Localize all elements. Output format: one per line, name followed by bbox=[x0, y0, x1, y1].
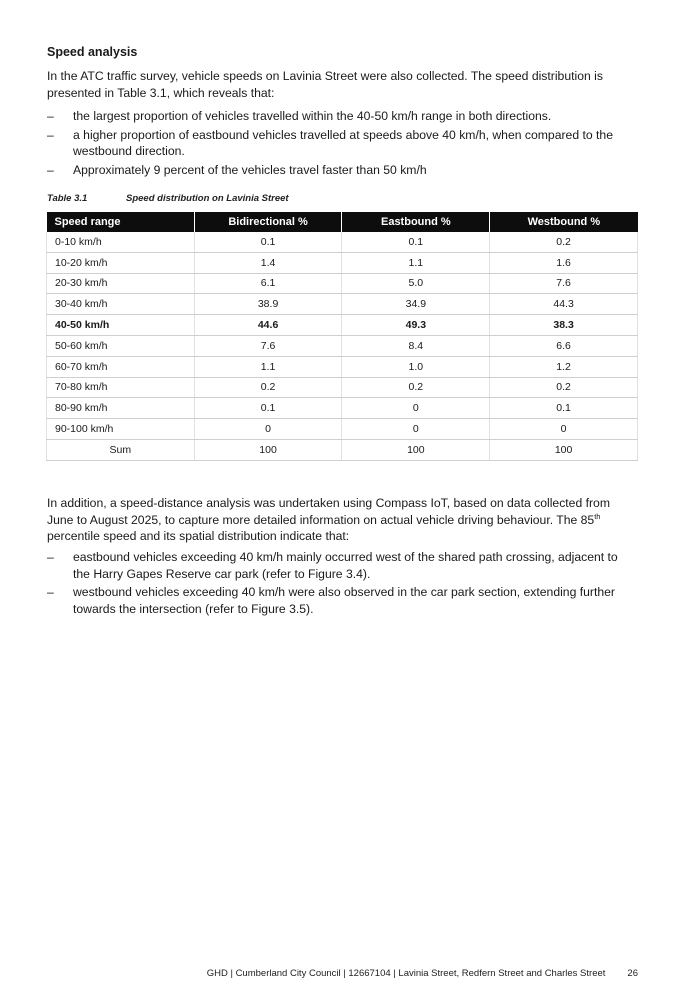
intro-paragraph: In the ATC traffic survey, vehicle speeds on Lavinia Street were also collected. The speed distribution is presented in Table 3.1, which reveals that: bbox=[47, 69, 603, 100]
table-caption bbox=[47, 193, 289, 204]
table-row: 10-20 km/h 1.4 1.1 1.6 bbox=[47, 252, 638, 273]
table-row: 70-80 km/h 0.2 0.2 0.2 bbox=[47, 377, 638, 398]
table-sum-row: Sum 100 100 100 bbox=[47, 439, 638, 460]
table-row: 50-60 km/h 7.6 8.4 6.6 bbox=[47, 335, 638, 356]
table-caption-title: Speed distribution on Lavinia Street bbox=[126, 193, 289, 204]
speed-distribution-table bbox=[46, 212, 638, 461]
analysis-paragraph: In addition, a speed-distance analysis was undertaken using Compass IoT, based on data collected from June to August 2025, to capture more detailed information on actual vehicle driving behaviour. The 85th percentile speed and its spatial distribution indicate that: bbox=[47, 496, 610, 543]
table-row: 90-100 km/h 0 0 0 bbox=[47, 419, 638, 440]
table-header-row bbox=[47, 212, 638, 232]
list-item: – eastbound vehicles exceeding 40 km/h mainly occurred west of the shared path crossing, adjacent to the Harry Gapes Reserve car park (refer to Figure 3.4). bbox=[47, 550, 618, 581]
list-item: – Approximately 9 percent of the vehicles travel faster than 50 km/h bbox=[47, 162, 427, 177]
dash-marker: – bbox=[47, 585, 54, 599]
table-row: 60-70 km/h 1.1 1.0 1.2 bbox=[47, 356, 638, 377]
page-number: 26 bbox=[627, 968, 638, 979]
table-caption-number: Table 3.1 bbox=[47, 193, 88, 204]
dash-marker: – bbox=[47, 109, 54, 123]
footer-text: GHD | Cumberland City Council | 12667104 | Lavinia Street, Redfern Street and Charles Street bbox=[206, 968, 606, 979]
list-item: – westbound vehicles exceeding 40 km/h were also observed in the car park section, extending further towards the intersection (refer to Figure 3.5). bbox=[47, 585, 615, 616]
header-bidirectional: Bidirectional % bbox=[194, 212, 342, 232]
table-row-highlighted: 40-50 km/h 44.6 49.3 38.3 bbox=[47, 315, 638, 336]
table-row: 0-10 km/h 0.1 0.1 0.2 bbox=[47, 232, 638, 252]
table-row: 20-30 km/h 6.1 5.0 7.6 bbox=[47, 273, 638, 294]
table-row: 30-40 km/h 38.9 34.9 44.3 bbox=[47, 294, 638, 315]
list-item: – the largest proportion of vehicles travelled within the 40-50 km/h range in both directions. bbox=[47, 109, 552, 123]
dash-marker: – bbox=[47, 162, 54, 177]
ordinal-superscript: th bbox=[594, 511, 601, 521]
section-heading: Speed analysis bbox=[47, 45, 138, 59]
dash-marker: – bbox=[47, 127, 54, 142]
dash-marker: – bbox=[47, 550, 54, 564]
observations-list bbox=[47, 549, 637, 619]
header-speed-range: Speed range bbox=[47, 212, 195, 232]
findings-list bbox=[47, 108, 637, 180]
table-row: 80-90 km/h 0.1 0 0.1 bbox=[47, 398, 638, 419]
header-eastbound: Eastbound % bbox=[342, 212, 490, 232]
list-item: – a higher proportion of eastbound vehicles travelled at speeds above 40 km/h, when compared to the westbound direction. bbox=[47, 127, 613, 158]
page-footer bbox=[207, 968, 638, 979]
header-westbound: Westbound % bbox=[490, 212, 638, 232]
